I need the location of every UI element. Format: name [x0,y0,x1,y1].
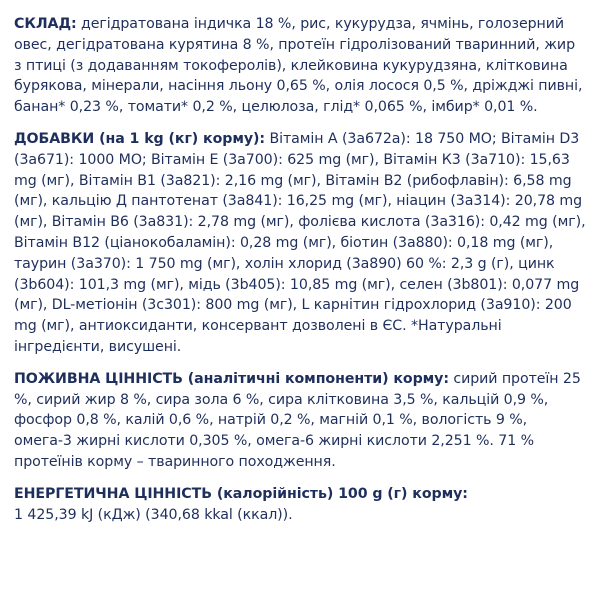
additives-text: Вітамін А (3а672а): 18 750 МО; Вітамін D3 (3а671): 1000 МО; Вітамін Е (3а700): 625 mg (мг), Вітамін К3 (3а710): 15,63 mg (мг), Вітамін В1 (3а821): 2,16 mg (мг), Вітамін В2 (рибофлавін): 6,58 mg (мг), кальцію Д пантотенат (3а841): 16,25 mg (мг), ніацин (3а314): 20,78 mg (мг), Вітамін В6 (3а831): 2,78 mg (мг), фолієва кислота (3а316): 0,42 mg (мг), Вітамін В12 (ціанокобаламін): 0,28 mg (мг), біотин (3а880): 0,18 mg (мг), таурин (3а370): 1 750 mg (мг), холін хлорид (3а890) 60 %: 2,3 g (г), цинк (3b604): 101,3 mg (мг), мідь (3b405): 10,85 mg (мг), селен (3b801): 0,077 mg (мг), DL-метіонін (3с301): 800 mg (мг), L карнітин гідрохлорид (3а910): 200 mg (мг), антиоксиданти, консервант дозволені в ЄС. *Натуральні інгредієнти, висушені. [14,130,586,355]
additives-section [14,129,586,358]
product-label-text [14,14,586,536]
nutritional-value-section [14,369,586,473]
composition-section [14,14,586,118]
nutritional-value-heading: ПОЖИВНА ЦІННІСТЬ (аналітичні компоненти) корму: [14,370,449,387]
nutritional-value-text: сирий протеїн 25 %, сирий жир 8 %, сира зола 6 %, сира клітковина 3,5 %, кальцій 0,9 %, фосфор 0,8 %, калій 0,6 %, натрій 0,2 %, магній 0,1 %, вологість 9 %, омега-3 жирні кислоти 0,305 %, омега-6 жирні кислоти 2,251 %. 71 % протеїнів корму – тваринного походження. [14,370,581,470]
energy-value-section [14,484,586,526]
composition-text: дегідратована індичка 18 %, рис, кукурудза, ячмінь, голозерний овес, дегідратована курятина 8 %, протеїн гідролізований тваринний, жир з птиці (з додаванням токоферолів), клейковина кукурудзяна, клітковина бурякова, мінерали, насіння льону 0,65 %, олія лосося 0,5 %, дріжджі пивні, банан* 0,23 %, томати* 0,2 %, целюлоза, глід* 0,065 %, імбир* 0,01 %. [14,16,583,116]
additives-heading: ДОБАВКИ (на 1 kg (кг) корму): [14,130,266,147]
energy-value-heading: ЕНЕРГЕТИЧНА ЦІННІСТЬ (калорійність) 100 g (г) корму: [14,485,468,502]
energy-value-text: 1 425,39 kJ (кДж) (340,68 kkal (ккал)). [14,506,293,523]
composition-heading: СКЛАД: [14,16,77,32]
